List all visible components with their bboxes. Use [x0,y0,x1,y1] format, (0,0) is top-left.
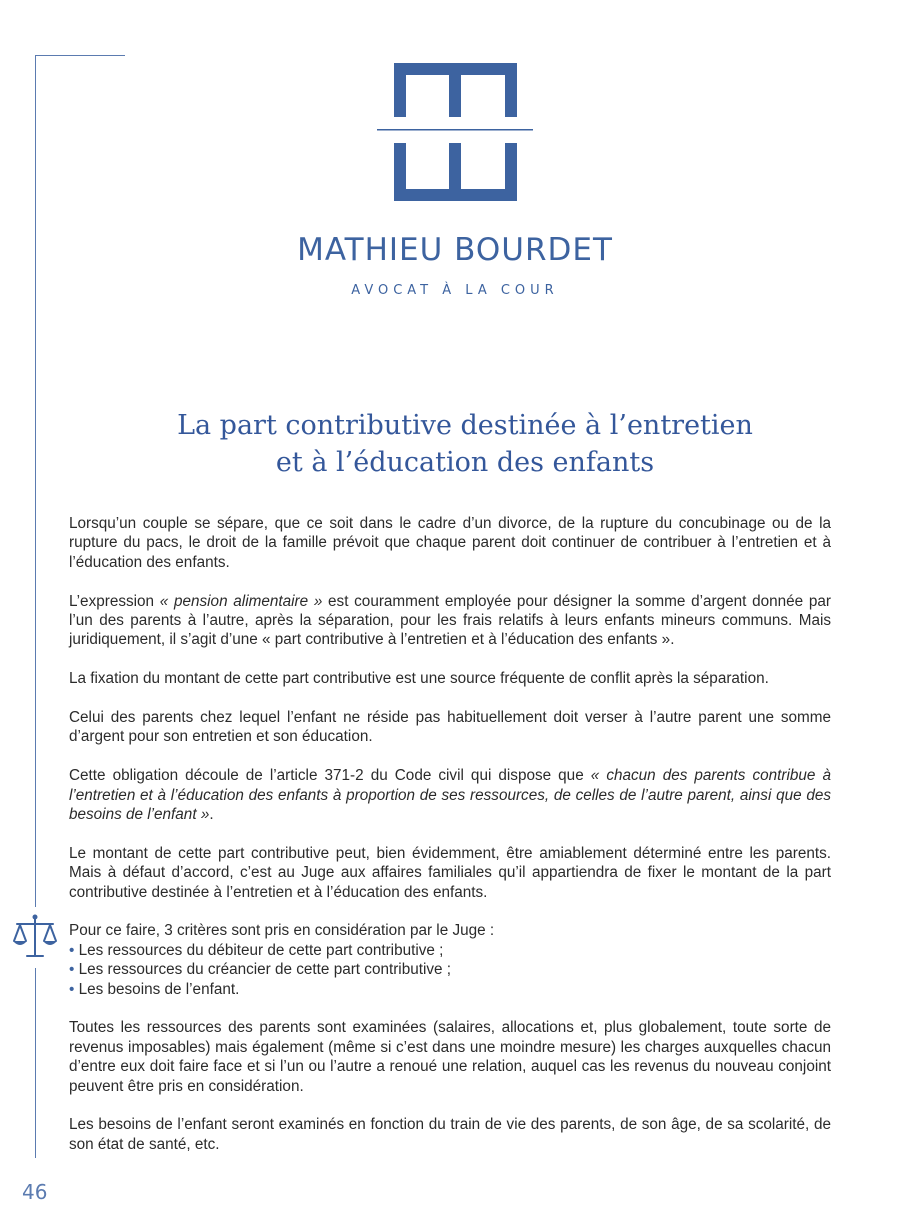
mb-monogram-logo-icon [377,63,533,203]
paragraph-5-quote: « chacun des parents contribue à l’entretien et à l’éducation des enfants à proportion de ses ressources, de celles de l’autre parent, ainsi que des besoins de l’enfant » [69,767,831,824]
page-title-line-2: et à l’éducation des enfants [275,447,655,478]
frame-left-line [35,55,36,907]
paragraph-3: La fixation du montant de cette part contributive est une source fréquente de conflit après la séparation. [69,670,769,688]
criteria-text: Les besoins de l’enfant. [78,980,240,998]
criteria-text: Les ressources du débiteur de cette part contributive ; [78,941,444,959]
list-item [69,941,831,960]
page-title-line-1: La part contributive destinée à l’entretien [177,410,753,441]
paragraph-7-intro: Pour ce faire, 3 critères sont pris en considération par le Juge : [69,922,495,940]
criteria-list [69,941,831,999]
paragraph-2-emphasis: « pension alimentaire » [159,592,323,610]
paragraph-5 [69,766,831,824]
bullet: • [69,961,75,979]
brand-name: MATHIEU BOURDET [297,232,613,268]
paragraph-1: Lorsqu’un couple se sépare, que ce soit dans le cadre d’un divorce, de la rupture du concubinage ou de la rupture du pacs, le droit de la famille prévoit que chaque parent doit continuer de contribuer à l’entretien et à l’éducation des enfants. [69,515,831,571]
paragraph-5-start: Cette obligation découle de l’article 371-2 du Code civil qui dispose que [69,767,591,785]
paragraph-2 [69,592,831,650]
article-body [69,514,831,1174]
bullet: • [69,941,75,959]
scales-of-justice-icon [11,913,59,961]
paragraph-8: Toutes les ressources des parents sont examinées (salaires, allocations et, plus globalement, toute sorte de revenus imposables) mais également (même si c’est dans une moindre mesure) les charges auxquelles chacun d’entre eux doit faire face et si l’un ou l’autre a renoué une relation, auquel cas les revenus du nouveau conjoint peuvent être pris en considération. [69,1019,831,1095]
list-item [69,960,831,979]
frame-top-line [35,55,125,56]
paragraph-5-end: . [209,806,214,824]
page-number: 46 [22,1180,48,1204]
page-title [100,407,830,481]
criteria-text: Les ressources du créancier de cette part contributive ; [78,961,452,979]
paragraph-9: Les besoins de l’enfant seront examinés en fonction du train de vie des parents, de son âge, de sa scolarité, de son état de santé, etc. [69,1116,831,1153]
paragraph-2-start: L’expression [69,592,160,610]
list-item [69,980,831,999]
frame-left-line-lower [35,968,36,1158]
paragraph-2-end: est couramment employée pour désigner la somme d’argent donnée par l’un des parents à l’autre, après la séparation, pour les frais relatifs à leurs enfants mineurs communs. Mais juridiquement, il s’agit d’une « part contributive à l’entretien et à l’éducation des enfants ». [69,592,831,649]
bullet: • [69,980,75,998]
paragraph-6: Le montant de cette part contributive peut, bien évidemment, être amiablement déterminé entre les parents. Mais à défaut d’accord, c’est au Juge aux affaires familiales qu’il appartiendra de fixer le montant de la part contributive destinée à l’entretien et à l’éducation des enfants. [69,844,831,901]
paragraph-4: Celui des parents chez lequel l’enfant ne réside pas habituellement doit verser à l’autre parent une somme d’argent pour son entretien et son éducation. [69,709,831,746]
brand-subtitle: AVOCAT À LA COUR [351,283,559,298]
